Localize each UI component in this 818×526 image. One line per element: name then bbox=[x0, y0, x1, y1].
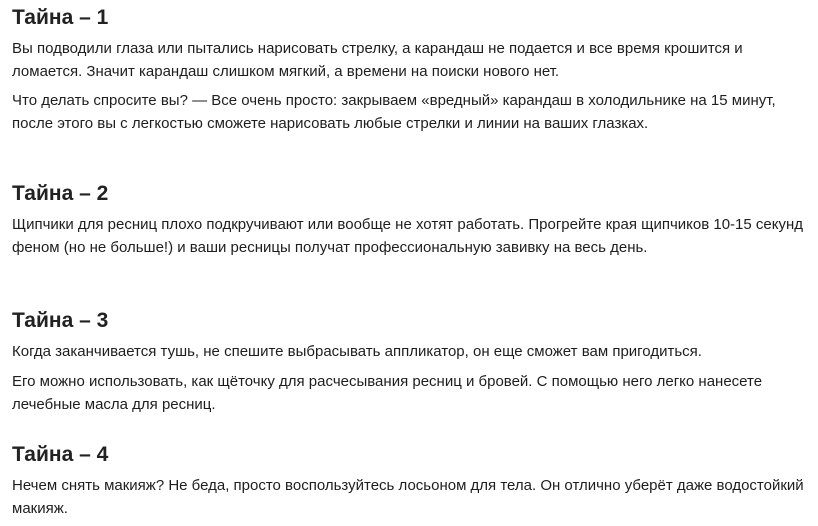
paragraph: Что делать спросите вы? — Все очень просто: закрываем «вредный» карандаш в холодильнике на 15 минут, после этого вы с легкостью сможете нарисовать любые стрелки и линии на ваших глазках. bbox=[12, 92, 776, 132]
section-title: Тайна – 2 bbox=[12, 182, 109, 205]
paragraph: Когда заканчивается тушь, не спешите выбрасывать аппликатор, он еще сможет вам пригодиться. bbox=[12, 343, 702, 360]
section-secret-3 bbox=[12, 308, 812, 413]
section-title: Тайна – 4 bbox=[12, 443, 109, 466]
paragraph: Его можно использовать, как щёточку для расчесывания ресниц и бровей. С помощью него легко нанесете лечебные масла для ресниц. bbox=[12, 373, 763, 413]
paragraph: Нечем снять макияж? Не беда, просто воспользуйтесь лосьоном для тела. Он отлично уберёт даже водостойкий макияж. bbox=[12, 477, 804, 517]
section-title: Тайна – 1 bbox=[12, 6, 109, 29]
paragraph: Вы подводили глаза или пытались нарисовать стрелку, а карандаш не подается и все время крошится и ломается. Значит карандаш слишком мягкий, а времени на поиски нового нет. bbox=[12, 40, 743, 80]
section-secret-4 bbox=[12, 442, 812, 517]
paragraph: Щипчики для ресниц плохо подкручивают или вообще не хотят работать. Прогрейте края щипчиков 10-15 секунд феном (но не больше!) и ваши ресницы получат профессиональную завивку на весь день. bbox=[12, 216, 804, 256]
section-secret-2 bbox=[12, 181, 812, 256]
section-secret-1 bbox=[12, 5, 812, 132]
section-title: Тайна – 3 bbox=[12, 309, 109, 332]
